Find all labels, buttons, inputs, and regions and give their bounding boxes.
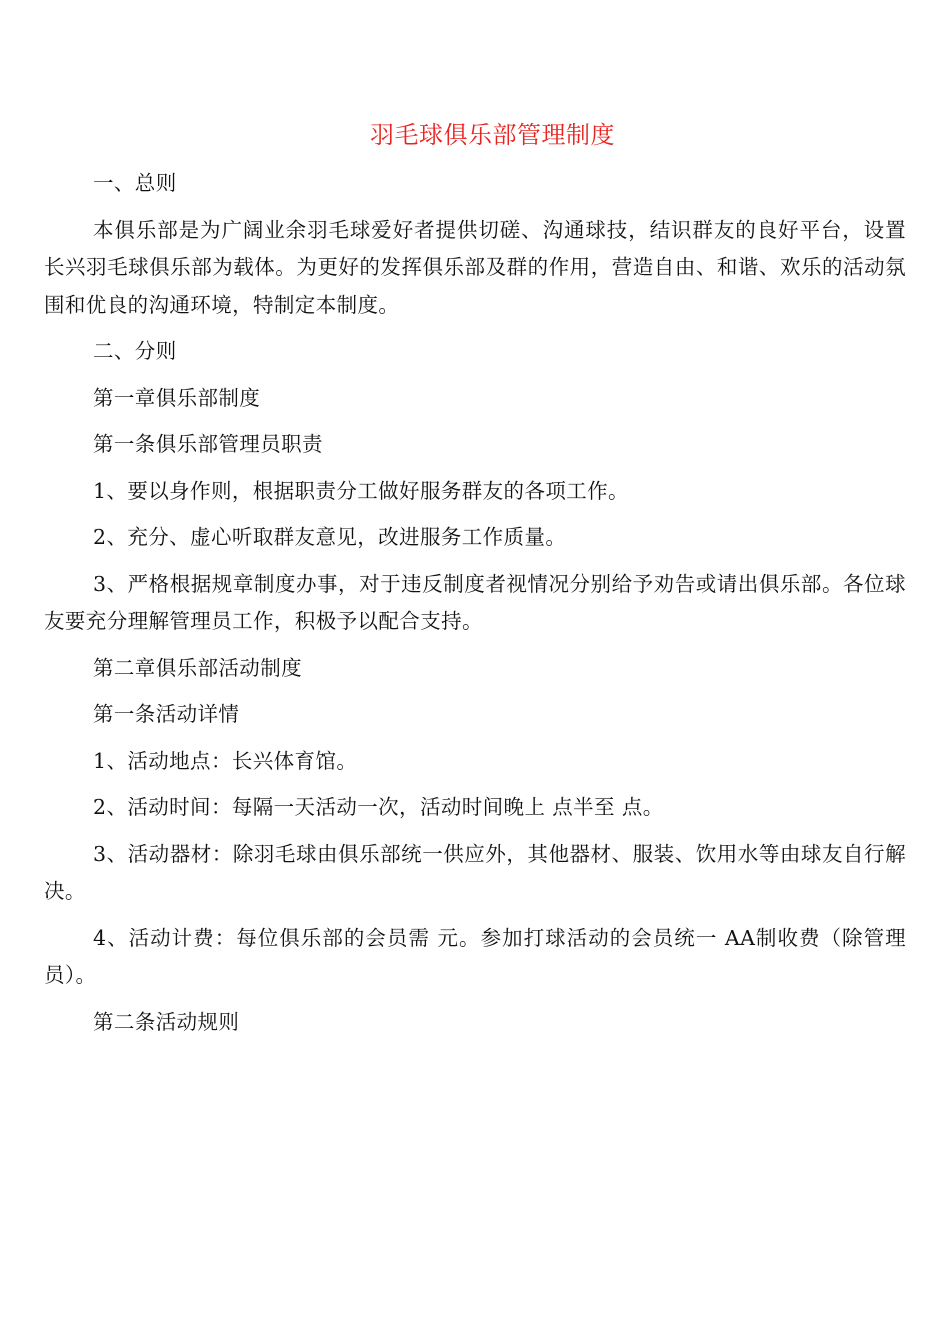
chapter-heading-activities: 第二章俱乐部活动制度 — [93, 655, 302, 680]
section-heading-rules: 二、分则 — [93, 339, 177, 363]
article-heading-activity-details: 第一条活动详情 — [93, 702, 240, 726]
paragraph-intro: 本俱乐部是为广阔业余羽毛球爱好者提供切磋、沟通球技，结识群友的良好平台，设置长兴羽毛球俱乐部为载体。为更好的发挥俱乐部及群的作用，营造自由、和谐、欢乐的活动氛围和优良的沟通环境，特制定本制度。 — [44, 217, 906, 317]
list-item: 4、活动计费：每位俱乐部的会员需 元。参加打球活动的会员统一 AA制收费（除管理员）。 — [44, 925, 906, 987]
list-item: 3、严格根据规章制度办事，对于违反制度者视情况分别给予劝告或请出俱乐部。各位球友要充分理解管理员工作，积极予以配合支持。 — [44, 571, 906, 633]
list-item: 1、活动地点：长兴体育馆。 — [93, 748, 358, 773]
list-item: 2、活动时间：每隔一天活动一次，活动时间晚上 点半至 点。 — [93, 795, 664, 819]
article-heading-admin-duties: 第一条俱乐部管理员职责 — [93, 432, 323, 456]
section-heading-general: 一、总则 — [93, 171, 177, 195]
document-title: 羽毛球俱乐部管理制度 — [370, 121, 615, 149]
article-heading-activity-rules: 第二条活动规则 — [93, 1009, 240, 1034]
list-item: 3、活动器材：除羽毛球由俱乐部统一供应外，其他器材、服装、饮用水等由球友自行解决。 — [44, 841, 906, 903]
chapter-heading-club: 第一章俱乐部制度 — [93, 385, 261, 410]
list-item: 2、充分、虚心听取群友意见，改进服务工作质量。 — [93, 525, 567, 549]
document-body — [44, 165, 906, 1050]
list-item: 1、要以身作则，根据职责分工做好服务群友的各项工作。 — [93, 478, 629, 503]
